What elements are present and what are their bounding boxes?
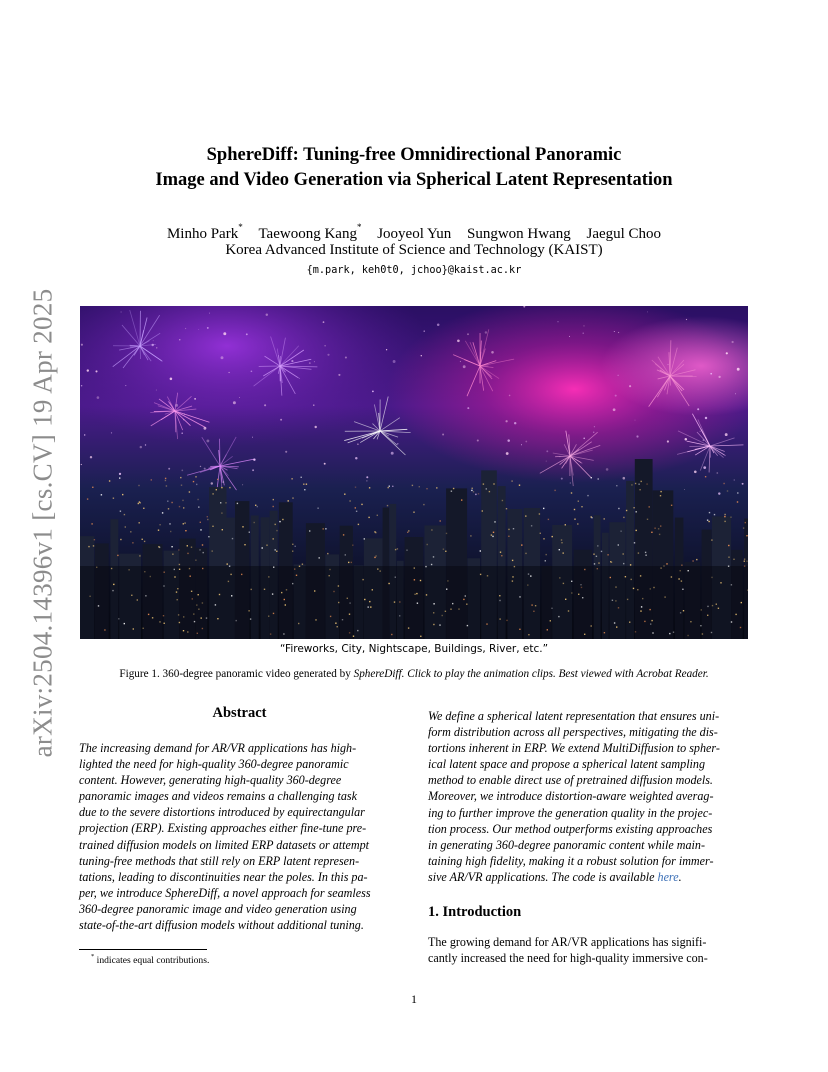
arxiv-stamp: arXiv:2504.14396v1 [cs.CV] 19 Apr 2025 — [27, 288, 58, 757]
paper-title — [80, 143, 748, 193]
abstract-text-right: We define a spherical latent representation that ensures uni- form distribution across all perspectives, mitigating the dis- tortions inherent in ERP. We extend MultiDiffusion to spher- ical latent space and propose a spherical latent sampling method to enable direct use of pretrained diffusion models. Moreover, we introduce distortion-aware weighted averag- ing to further improve the generation quality in the projec- tion process. Our method outperforms existing approaches in generating 360-degree panoramic content while main- taining high fidelity, making it a robust solution for immer- sive AR/VR applications. The code is available here. — [428, 709, 720, 884]
teaser-panorama-video[interactable] — [80, 306, 748, 639]
title-line-2: Image and Video Generation via Spherical Latent Representation — [155, 170, 673, 190]
author: Taewoong Kang* — [258, 222, 362, 242]
section-heading-introduction: 1. Introduction — [428, 904, 522, 920]
author: Minho Park* — [166, 222, 243, 242]
footnote: * indicates equal contributions. — [91, 953, 210, 967]
author-list — [80, 219, 748, 244]
abstract-heading: Abstract — [212, 705, 267, 721]
author: Sungwon Hwang — [466, 226, 571, 242]
panorama-image — [80, 306, 748, 639]
footnote-rule — [79, 949, 207, 950]
author-email: {m.park, keh0t0, jchoo}@kaist.ac.kr — [306, 265, 522, 276]
introduction-text: The growing demand for AR/VR applications has signifi- cantly increased the need for high-quality immersive con- — [428, 935, 708, 966]
figure-caption: Figure 1. 360-degree panoramic video generated by SphereDiff. Click to play the animation clips. Best viewed with Acrobat Reader. — [119, 668, 709, 680]
code-link[interactable]: here — [657, 869, 679, 884]
figure-prompt: “Fireworks, City, Nightscape, Buildings, River, etc.” — [279, 643, 549, 655]
abstract-text-left: The increasing demand for AR/VR applications has high- lighted the need for high-quality 360-degree panoramic content. However, generating high-quality 360-degree panoramic images and videos remains a challenging task due to the severe distortions introduced by equirectangular projection (ERP). Existing approaches either fine-tune pre- trained diffusion models on limited ERP datasets or attempt tuning-free methods that still rely on ERP latent represen- tations, leading to discontinuities near the poles. In this pa- per, we introduce SphereDiff, a novel approach for seamless 360-degree panoramic image and video generation using state-of-the-art diffusion models without additional tuning. — [79, 741, 371, 933]
page-number: 1 — [411, 992, 417, 1006]
title-line-1: SphereDiff: Tuning-free Omnidirectional Panoramic — [206, 145, 622, 165]
affiliation: Korea Advanced Institute of Science and Technology (KAIST) — [225, 242, 603, 258]
author: Jaegul Choo — [586, 226, 662, 242]
author: Jooyeol Yun — [377, 226, 452, 242]
